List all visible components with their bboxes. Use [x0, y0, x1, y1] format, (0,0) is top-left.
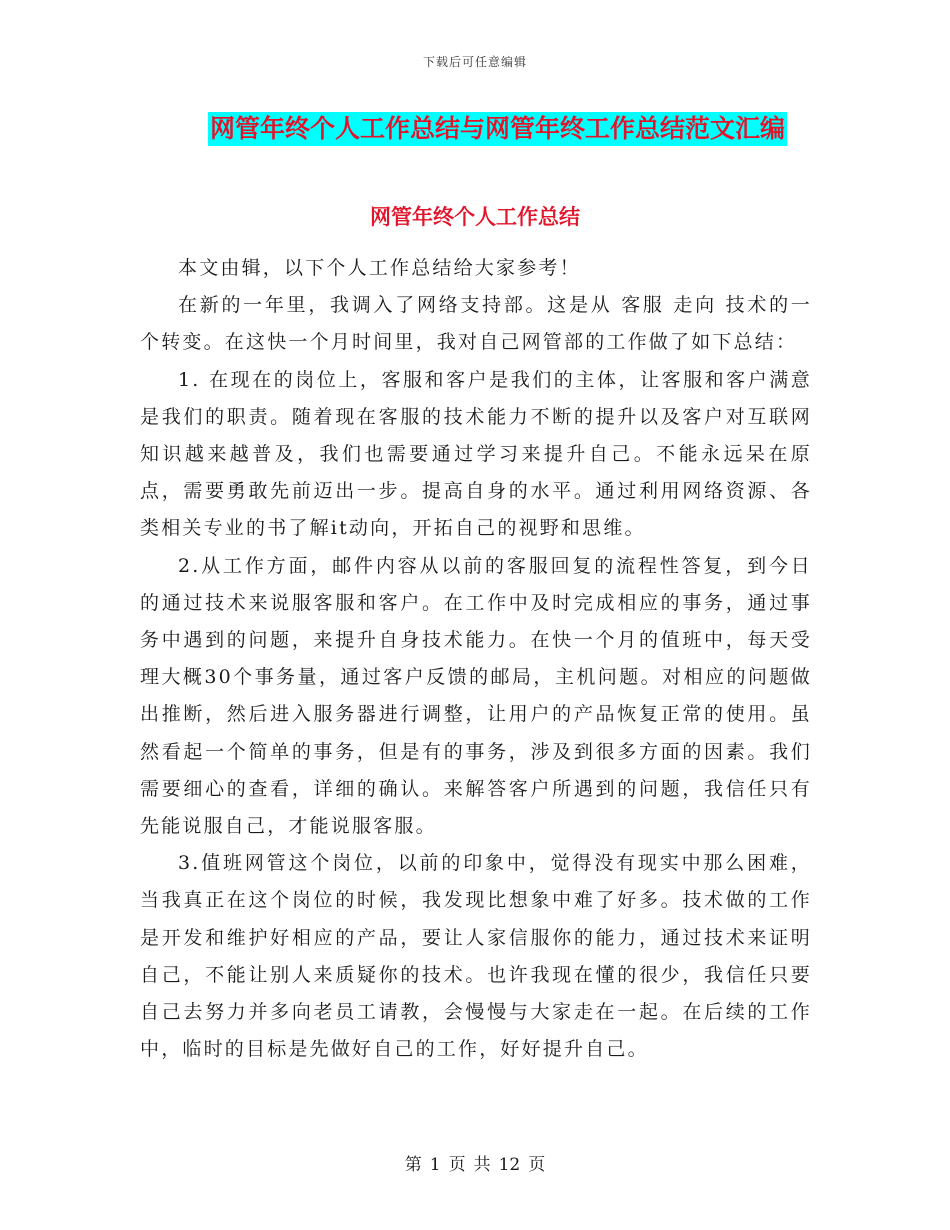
- page-footer: [0, 1150, 950, 1175]
- total-pages: 12: [498, 1155, 521, 1175]
- footer-page-label: 页: [448, 1155, 466, 1175]
- paragraph-point-2: 2.从工作方面，邮件内容从以前的客服回复的流程性答复，到今日的通过技术来说服客服和客户。在工作中及时完成相应的事务，通过事务中遇到的问题，来提升自身技术能力。在快一个月的值班中，每天受理大概30个事务量，通过客户反馈的邮局，主机问题。对相应的问题做出推断，然后进入服务器进行调整，让用户的产品恢复正常的使用。虽然看起一个简单的事务，但是有的事务，涉及到很多方面的因素。我们需要细心的查看，详细的确认。来解答客户所遇到的问题，我信任只有先能说服自己，才能说服客服。: [140, 554, 812, 838]
- document-body: [140, 250, 812, 1068]
- paragraph-point-3: 3.值班网管这个岗位，以前的印象中，觉得没有现实中那么困难，当我真正在这个岗位的时候，我发现比想象中难了好多。技术做的工作是开发和维护好相应的产品，要让人家信服你的能力，通过技术来证明自己，不能让别人来质疑你的技术。也许我现在懂的很少，我信任只要自己去努力并多向老员工请教，会慢慢与大家走在一起。在后续的工作中，临时的目标是先做好自己的工作，好好提升自己。: [140, 852, 812, 1061]
- section-title: 网管年终个人工作总结: [370, 205, 580, 229]
- paragraph-point-1: 1. 在现在的岗位上，客服和客户是我们的主体，让客服和客户满意是我们的职责。随着现在客服的技术能力不断的提升以及客户对互联网知识越来越普及，我们也需要通过学习来提升自己。不能永远呆在原点，需要勇敢先前迈出一步。提高自身的水平。通过利用网络资源、各类相关专业的书了解it动向，开拓自己的视野和思维。: [140, 368, 812, 540]
- main-title: 网管年终个人工作总结与网管年终工作总结范文汇编: [208, 112, 787, 146]
- footer-total-label: 共: [473, 1155, 491, 1175]
- header-note: 下载后可任意编辑: [422, 55, 527, 69]
- page-number: 1: [429, 1155, 441, 1175]
- main-title-container: [0, 112, 950, 146]
- footer-suffix: 页: [528, 1155, 546, 1175]
- paragraph-overview: 在新的一年里，我调入了网络支持部。这是从 客服 走向 技术的一个转变。在这快一个月时间里，我对自己网管部的工作做了如下总结：: [140, 294, 812, 354]
- footer-prefix: 第: [404, 1155, 422, 1175]
- paragraph-intro: 本文由辑，以下个人工作总结给大家参考！: [178, 257, 581, 279]
